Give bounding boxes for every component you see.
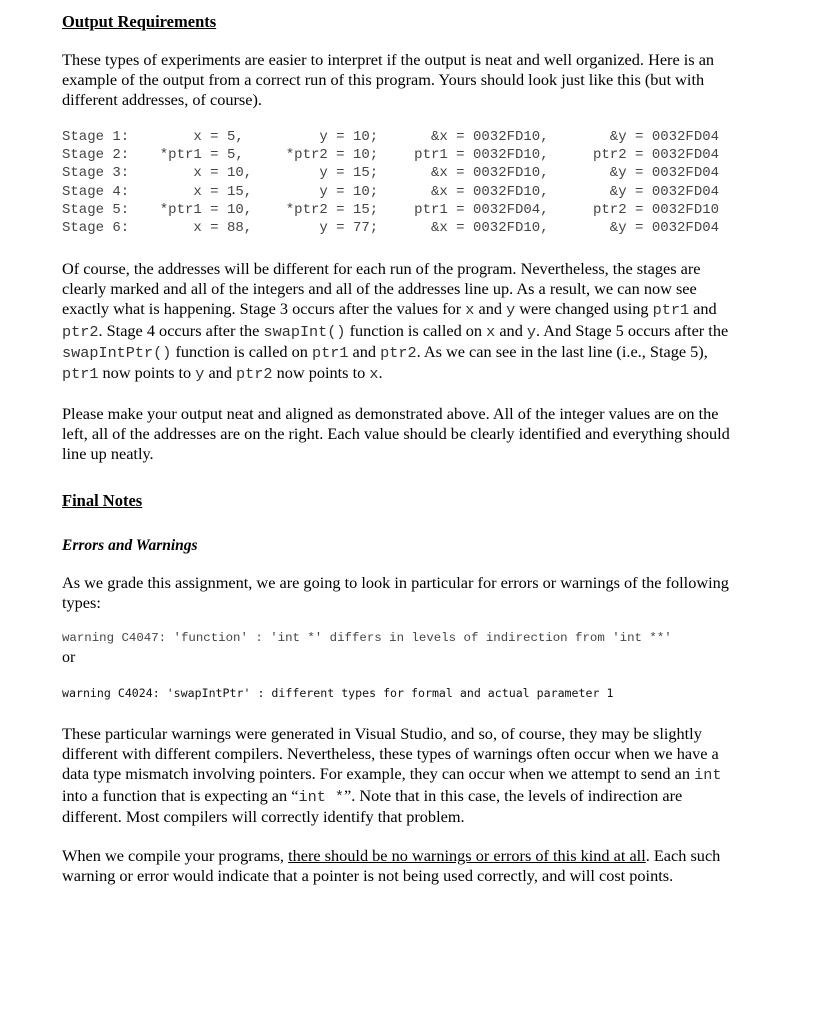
value1-name: *ptr1 = (159, 201, 227, 218)
address1-name: &x = (430, 129, 473, 145)
value2: 10; (353, 183, 379, 200)
address1-name: &x = (430, 220, 473, 237)
warnings-intro-paragraph: As we grade this assignment, we are going to look in particular for errors or warnings of the following types: (62, 573, 729, 613)
address2: 0032FD04 (651, 220, 720, 237)
value1-name: *ptr1 = (159, 147, 227, 164)
sample-output-block (62, 128, 732, 237)
value2: 10; (353, 147, 379, 164)
address2: 0032FD04 (651, 183, 720, 200)
value2: 77; (353, 220, 379, 237)
output-intro-paragraph: These types of experiments are easier to interpret if the output is neat and well organized. Here is an example of the output from a correct run of this program. Yours should look just like this (but with different addresses, of course). (62, 50, 715, 110)
sample-output-row (62, 164, 732, 182)
value2-name: *ptr2 = (285, 201, 353, 218)
value2-name: y = (319, 165, 353, 182)
value2-name: *ptr2 = (285, 147, 353, 164)
value2-name: y = (319, 129, 353, 145)
address1-name: ptr1 = (414, 201, 473, 218)
value2: 15; (353, 201, 379, 218)
address2-name: ptr2 = (593, 147, 652, 164)
address1-name: &x = (430, 183, 473, 200)
value2-name: y = (319, 220, 353, 237)
address2-name: &y = (609, 220, 652, 237)
value1: 15, (227, 183, 253, 200)
sample-output-row (62, 128, 732, 146)
stage-label: Stage 5: (62, 201, 130, 218)
no-warnings-emphasis: there should be no warnings or errors of this kind at all (288, 846, 646, 865)
warning-c4024: warning C4024: 'swapIntPtr' : different types for formal and actual parameter 1 (62, 686, 614, 700)
value1-name: x = (193, 220, 227, 237)
address1-name: &x = (430, 165, 473, 182)
value1: 5, (227, 129, 244, 145)
errors-warnings-subheading: Errors and Warnings (62, 537, 198, 554)
address1: 0032FD10, (473, 147, 549, 164)
final-notes-heading: Final Notes (62, 491, 143, 510)
warnings-explanation-paragraph: These particular warnings were generated in Visual Studio, and so, of course, they may be slightly different with different compilers. Nevertheless, these types of warnings often occur when we have a data type mismatch involving pointers. For example, they can occur when we attempt to send an int into a function that is expecting an “int *”. Note that in this case, the levels of indirection are different. Most compilers will correctly identify that problem. (62, 724, 722, 826)
value1: 10, (227, 201, 253, 218)
address1-name: ptr1 = (414, 147, 473, 164)
stage-label: Stage 3: (62, 165, 130, 182)
address2-name: ptr2 = (593, 201, 652, 218)
address1: 0032FD10, (473, 129, 549, 145)
address2: 0032FD04 (651, 165, 720, 182)
address2: 0032FD10 (651, 201, 720, 218)
address2-name: &y = (609, 129, 652, 145)
sample-output-row (62, 219, 732, 237)
value1-name: x = (193, 129, 227, 145)
value1: 5, (227, 147, 244, 164)
address2-name: &y = (609, 165, 652, 182)
address1: 0032FD10, (473, 165, 549, 182)
value1: 10, (227, 165, 253, 182)
address1: 0032FD04, (473, 201, 549, 218)
value1-name: x = (193, 183, 227, 200)
stage-label: Stage 2: (62, 147, 130, 164)
address1: 0032FD10, (473, 220, 549, 237)
address1: 0032FD10, (473, 183, 549, 200)
stage-label: Stage 4: (62, 183, 130, 200)
address2: 0032FD04 (651, 147, 720, 164)
sample-output-row (62, 183, 732, 201)
alignment-note-paragraph: Please make your output neat and aligned as demonstrated above. All of the integer values are on the left, all of the addresses are on the right. Each value should be clearly identified and everything should line up neatly. (62, 404, 730, 464)
stage-label: Stage 6: (62, 220, 130, 237)
value2-name: y = (319, 183, 353, 200)
address2-name: &y = (609, 183, 652, 200)
warning-c4047: warning C4047: 'function' : 'int *' differs in levels of indirection from 'int **' (62, 631, 672, 645)
address2: 0032FD04 (651, 129, 720, 145)
value2: 10; (353, 129, 379, 145)
closing-paragraph: When we compile your programs, there should be no warnings or errors of this kind at all. Each such warning or error would indicate that a pointer is not being used correctly, and will cost points. (62, 846, 721, 886)
stage-explanation-paragraph: Of course, the addresses will be different for each run of the program. Nevertheless, the stages are clearly marked and all of the integers and all of the addresses line up. As a result, we can now see exactly what is happening. Stage 3 occurs after the values for x and y were changed using ptr1 and ptr2. Stage 4 occurs after the swapInt() function is called on x and y. And Stage 5 occurs after the swapIntPtr() function is called on ptr1 and ptr2. As we can see in the last line (i.e., Stage 5), ptr1 now points to y and ptr2 now points to x. (62, 259, 729, 384)
or-separator: or (62, 649, 76, 666)
value2: 15; (353, 165, 379, 182)
sample-output-row (62, 201, 732, 219)
output-requirements-heading: Output Requirements (62, 12, 217, 31)
value1: 88, (227, 220, 253, 237)
sample-output-row (62, 146, 732, 164)
value1-name: x = (193, 165, 227, 182)
stage-label: Stage 1: (62, 129, 130, 145)
